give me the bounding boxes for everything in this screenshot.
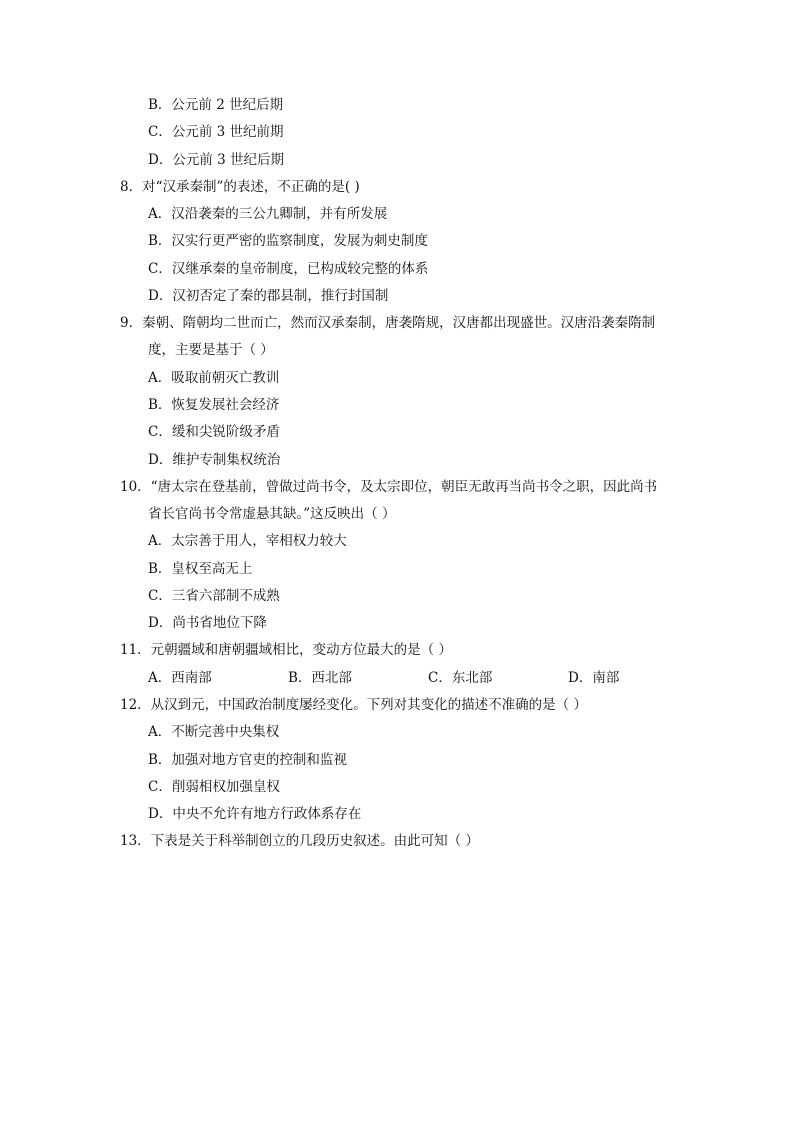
q12-option-c[interactable]: C．削弱相权加强皇权 <box>148 779 280 795</box>
q12-stem: 12．从汉到元，中国政治制度屡经变化。下列对其变化的描述不准确的是（ ） <box>120 697 587 713</box>
q7-option-b[interactable]: B．公元前 2 世纪后期 <box>148 97 284 113</box>
q10-stem-line2: 省长官尚书令常虚悬其缺。”这反映出（ ） <box>148 506 396 522</box>
q13-stem: 13．下表是关于科举制创立的几段历史叙述。由此可知（ ） <box>120 833 479 849</box>
q11-stem: 11．元朝疆域和唐朝疆域相比，变动方位最大的是（ ） <box>120 642 452 658</box>
q12-option-d[interactable]: D．中央不允许有地方行政体系存在 <box>148 806 362 822</box>
q8-stem: 8．对“汉承秦制”的表述，不正确的是( ) <box>120 179 360 195</box>
q10-option-c[interactable]: C．三省六部制不成熟 <box>148 588 280 604</box>
q9-stem-line2: 度，主要是基于（ ） <box>148 342 274 358</box>
q9-option-b[interactable]: B．恢复发展社会经济 <box>148 397 280 413</box>
q11-option-c[interactable]: C．东北部 <box>428 670 493 686</box>
q11-options-row <box>148 669 648 687</box>
q10-option-b[interactable]: B．皇权至高无上 <box>148 561 253 577</box>
q8-option-b[interactable]: B．汉实行更严密的监察制度，发展为刺史制度 <box>148 233 428 249</box>
q7-option-c[interactable]: C．公元前 3 世纪前期 <box>148 124 284 140</box>
q12-option-b[interactable]: B．加强对地方官吏的控制和监视 <box>148 752 347 768</box>
q12-option-a[interactable]: A．不断完善中央集权 <box>148 724 280 740</box>
q11-option-b[interactable]: B．西北部 <box>288 670 352 686</box>
q9-option-c[interactable]: C．缓和尖锐阶级矛盾 <box>148 424 280 440</box>
q9-stem-line1: 9．秦朝、隋朝均二世而亡，然而汉承秦制，唐袭隋规，汉唐都出现盛世。汉唐沿袭秦隋制 <box>120 315 656 331</box>
q9-option-d[interactable]: D．维护专制集权统治 <box>148 452 281 468</box>
q8-option-d[interactable]: D．汉初否定了秦的郡县制，推行封国制 <box>148 288 389 304</box>
q10-option-a[interactable]: A．太宗善于用人，宰相权力较大 <box>148 533 347 549</box>
q10-stem-line1: 10．“唐太宗在登基前，曾做过尚书令，及太宗即位，朝臣无敢再当尚书令之职，因此尚书 <box>120 479 658 495</box>
q8-option-a[interactable]: A．汉沿袭秦的三公九卿制，并有所发展 <box>148 206 388 222</box>
q11-option-a[interactable]: A．西南部 <box>148 670 212 686</box>
q10-option-d[interactable]: D．尚书省地位下降 <box>148 615 267 631</box>
q7-option-d[interactable]: D．公元前 3 世纪后期 <box>148 152 284 168</box>
q9-option-a[interactable]: A．吸取前朝灭亡教训 <box>148 370 280 386</box>
q11-option-d[interactable]: D．南部 <box>568 670 620 686</box>
q8-option-c[interactable]: C．汉继承秦的皇帝制度，已构成较完整的体系 <box>148 261 429 277</box>
